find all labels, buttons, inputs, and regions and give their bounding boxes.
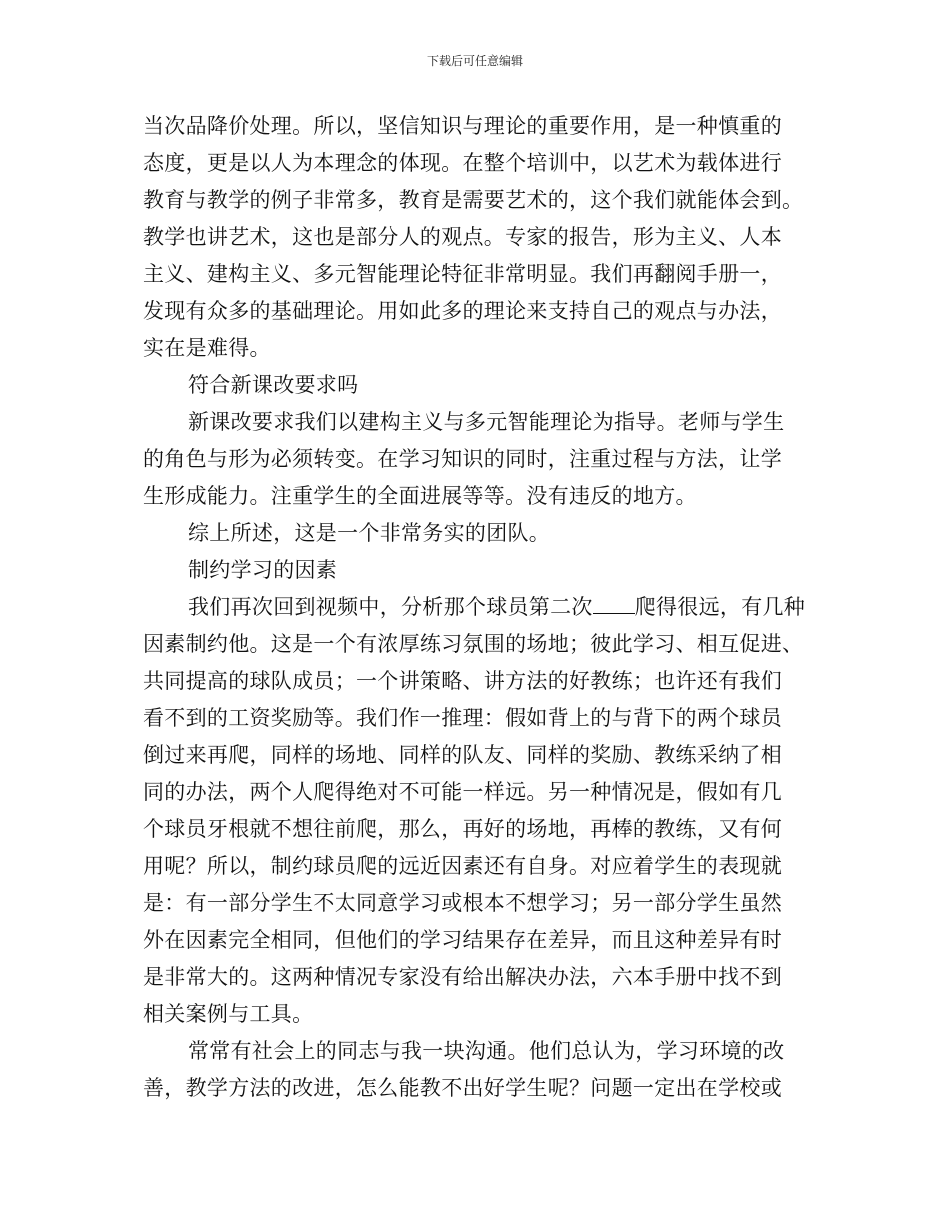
text-line: 善，教学方法的改进，怎么能教不出好学生呢？问题一定出在学校或 bbox=[143, 1076, 782, 1100]
text-line: 外在因素完全相同，但他们的学习结果存在差异，而且这种差异有时 bbox=[143, 928, 782, 952]
text-line: 看不到的工资奖励等。我们作一推理：假如背上的与背下的两个球员 bbox=[143, 706, 782, 730]
text-line: 倒过来再爬，同样的场地、同样的队友、同样的奖励、教练采纳了相 bbox=[143, 743, 782, 767]
text-line: 同的办法，两个人爬得绝对不可能一样远。另一种情况是，假如有几 bbox=[143, 780, 782, 804]
text-line: 综上所述，这是一个非常务实的团队。 bbox=[188, 521, 551, 545]
text-fragment: 爬得很远，有几种 bbox=[634, 595, 806, 619]
text-line: 态度，更是以人为本理念的体现。在整个培训中，以艺术为载体进行 bbox=[143, 151, 782, 175]
text-line: 发现有众多的基础理论。用如此多的理论来支持自己的观点与办法， bbox=[143, 299, 782, 323]
document-body bbox=[143, 108, 813, 1107]
text-line: 新课改要求我们以建构主义与多元智能理论为指导。老师与学生 bbox=[188, 410, 785, 434]
text-line: 是：有一部分学生不太同意学习或根本不想学习；另一部分学生虽然 bbox=[143, 891, 782, 915]
page-header: 下载后可任意编辑 bbox=[426, 54, 523, 68]
text-line: 实在是难得。 bbox=[143, 336, 271, 360]
text-line: 主义、建构主义、多元智能理论特征非常明显。我们再翻阅手册一， bbox=[143, 262, 782, 286]
section-heading: 制约学习的因素 bbox=[188, 558, 338, 582]
text-fragment: 我们再次回到视频中，分析那个球员第二次 bbox=[188, 595, 593, 619]
text-line: 生形成能力。注重学生的全面进展等等。没有违反的地方。 bbox=[143, 484, 697, 508]
text-line: 用呢？所以，制约球员爬的远近因素还有自身。对应着学生的表现就 bbox=[143, 854, 782, 878]
text-line: 共同提高的球队成员；一个讲策略、讲方法的好教练；也许还有我们 bbox=[143, 669, 782, 693]
fill-in-blank bbox=[593, 612, 635, 614]
text-line: 的角色与形为必须转变。在学习知识的同时，注重过程与方法，让学 bbox=[143, 447, 782, 471]
text-line: 教学也讲艺术，这也是部分人的观点。专家的报告，形为主义、人本 bbox=[143, 225, 782, 249]
text-line: 当次品降价处理。所以，坚信知识与理论的重要作用，是一种慎重的 bbox=[143, 114, 782, 138]
text-line: 是非常大的。这两种情况专家没有给出解决办法，六本手册中找不到 bbox=[143, 965, 782, 989]
text-line-with-blank bbox=[143, 589, 813, 626]
section-heading: 符合新课改要求吗 bbox=[188, 373, 359, 397]
text-line: 教育与教学的例子非常多，教育是需要艺术的，这个我们就能体会到。 bbox=[143, 188, 804, 212]
text-line: 相关案例与工具。 bbox=[143, 1002, 314, 1026]
text-line: 个球员牙根就不想往前爬，那么，再好的场地，再棒的教练，又有何 bbox=[143, 817, 782, 841]
text-line: 因素制约他。这是一个有浓厚练习氛围的场地；彼此学习、相互促进、 bbox=[143, 632, 804, 656]
text-line: 常常有社会上的同志与我一块沟通。他们总认为，学习环境的改 bbox=[188, 1039, 785, 1063]
